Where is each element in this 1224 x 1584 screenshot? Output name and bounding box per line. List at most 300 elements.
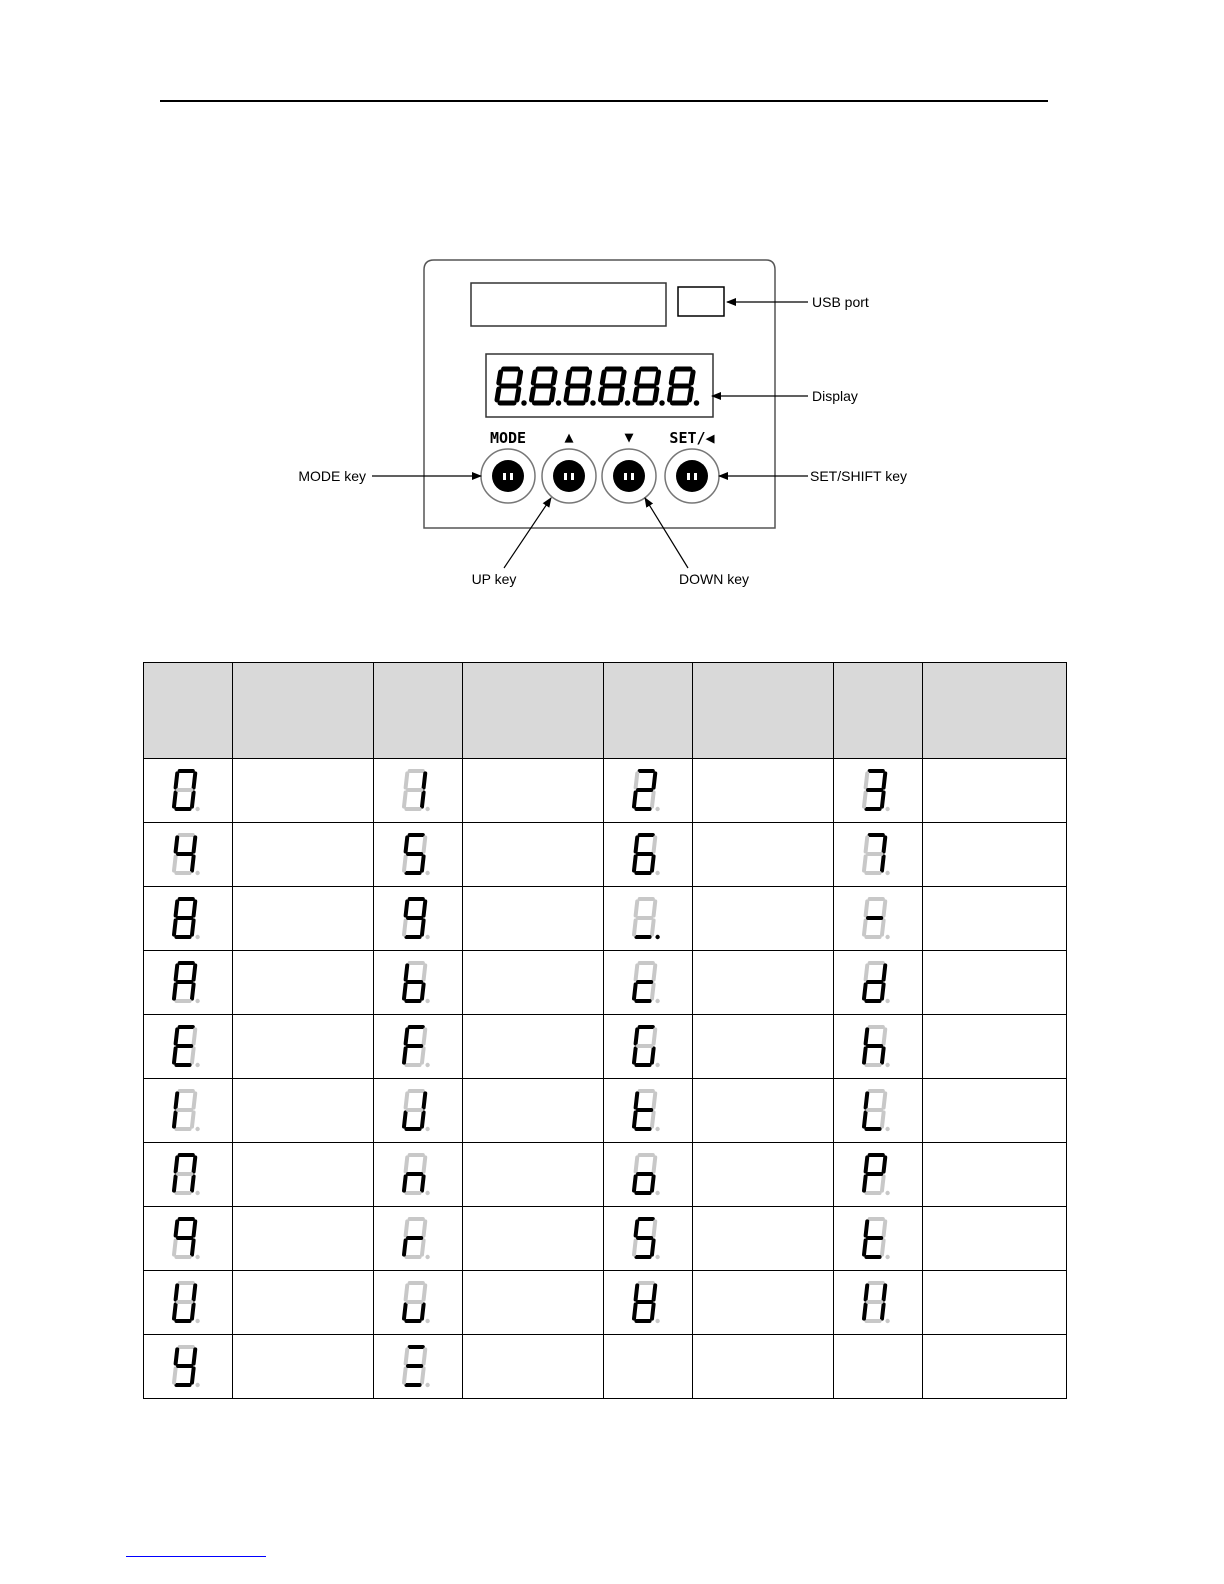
segment-f (866, 1029, 868, 1043)
seven-segment-glyph (396, 765, 440, 817)
keypad-panel-diagram (0, 0, 1224, 640)
segment-e (174, 1176, 176, 1190)
glyph-cell (834, 1335, 923, 1399)
segment-f (671, 372, 673, 383)
glyph-cell (834, 1271, 923, 1335)
segment-b (194, 1221, 196, 1235)
segment-glyph (834, 957, 922, 1009)
description-cell (923, 1079, 1067, 1143)
glyph-cell (144, 951, 233, 1015)
segment-b (654, 965, 656, 979)
description-cell (463, 951, 604, 1015)
description-cell (463, 759, 604, 823)
segment-b (654, 1157, 656, 1171)
segment-b (884, 1221, 886, 1235)
segment-b (194, 773, 196, 787)
mode-key[interactable] (481, 449, 535, 503)
glyph-cell (374, 1207, 463, 1271)
segment-f (533, 372, 535, 383)
segment-dp (425, 806, 429, 810)
seven-segment-glyph (626, 1277, 670, 1329)
segment-c (586, 389, 588, 400)
segment-b (622, 372, 624, 383)
segment-c (621, 389, 623, 400)
description-cell (923, 1015, 1067, 1079)
segment-glyph (144, 1149, 232, 1201)
segment-b (424, 773, 426, 787)
segment-e (404, 984, 406, 998)
description-cell (463, 1015, 604, 1079)
segment-b (654, 901, 656, 915)
segment-e (864, 1304, 866, 1318)
segment-e (174, 1048, 176, 1062)
glyph-cell (604, 1143, 693, 1207)
segment-dp (655, 998, 659, 1002)
seven-segment-glyph (396, 893, 440, 945)
glyph-cell (604, 1271, 693, 1335)
segment-dp (195, 1254, 199, 1258)
seven-segment-glyph (856, 893, 900, 945)
segment-dp (590, 400, 596, 406)
description-cell (233, 1335, 374, 1399)
segment-dp (195, 806, 199, 810)
seven-segment-glyph (626, 957, 670, 1009)
description-cell (233, 1143, 374, 1207)
glyph-cell (604, 823, 693, 887)
segment-b (194, 1285, 196, 1299)
segment-dp (885, 1190, 889, 1194)
segment-b (884, 837, 886, 851)
table-row (144, 1207, 1067, 1271)
glyph-cell (834, 759, 923, 823)
segment-b (519, 372, 521, 383)
segment-b (884, 1029, 886, 1043)
segment-e (601, 389, 603, 400)
segment-e (174, 856, 176, 870)
segment-b (654, 1221, 656, 1235)
segment-e (532, 389, 534, 400)
segment-dp (425, 1062, 429, 1066)
segment-b (424, 837, 426, 851)
seven-segment-glyph (626, 1085, 670, 1137)
segment-glyph (144, 765, 232, 817)
segment-c (422, 856, 424, 870)
description-cell (233, 1271, 374, 1335)
segment-f (406, 1285, 408, 1299)
segment-b (194, 1093, 196, 1107)
description-cell (923, 951, 1067, 1015)
description-cell (233, 887, 374, 951)
seven-segment-glyph (396, 1021, 440, 1073)
segment-b (194, 1029, 196, 1043)
header-cell (463, 663, 604, 759)
glyph-cell (144, 887, 233, 951)
seven-segment-glyph (396, 1341, 440, 1393)
segment-c (655, 389, 657, 400)
segment-c (422, 792, 424, 806)
glyph-cell (604, 1335, 693, 1399)
segment-f (866, 1093, 868, 1107)
table-row (144, 1271, 1067, 1335)
table-row (144, 951, 1067, 1015)
segment-f (406, 837, 408, 851)
usb-port[interactable] (678, 287, 724, 316)
segment-c (882, 1176, 884, 1190)
segment-glyph (834, 765, 922, 817)
table-row (144, 1079, 1067, 1143)
set-shift-key-label: SET/◀ (669, 429, 715, 447)
segment-glyph (374, 957, 462, 1009)
segment-f (636, 1221, 638, 1235)
segment-f (636, 1029, 638, 1043)
segment-glyph (374, 1149, 462, 1201)
header-cell (604, 663, 693, 759)
segment-f (499, 372, 501, 383)
segment-b (424, 965, 426, 979)
segment-glyph (834, 829, 922, 881)
segment-c (422, 920, 424, 934)
description-cell (693, 1015, 834, 1079)
segment-c (192, 1112, 194, 1126)
segment-glyph (604, 765, 692, 817)
segment-c (882, 1112, 884, 1126)
set-shift-key[interactable] (665, 449, 719, 503)
segment-c (652, 984, 654, 998)
segment-c (192, 1304, 194, 1318)
segment-f (406, 901, 408, 915)
seven-segment-glyph (396, 829, 440, 881)
segment-dp (885, 1062, 889, 1066)
segment-e (634, 792, 636, 806)
seven-segment-glyph (166, 765, 210, 817)
segment-dp (885, 1254, 889, 1258)
seven-segment-glyph (166, 1021, 210, 1073)
segment-dp (885, 1318, 889, 1322)
segment-e (404, 1304, 406, 1318)
description-cell (693, 1335, 834, 1399)
segment-e (404, 856, 406, 870)
segment-e (174, 920, 176, 934)
segment-c (652, 1048, 654, 1062)
segment-f (602, 372, 604, 383)
glyph-cell (144, 759, 233, 823)
glyph-cell (834, 823, 923, 887)
segment-c (422, 1240, 424, 1254)
segment-dp (195, 998, 199, 1002)
seven-segment-glyph (166, 1277, 210, 1329)
glyph-cell (604, 1207, 693, 1271)
segment-dp (425, 1318, 429, 1322)
glyph-cell (374, 1271, 463, 1335)
segment-glyph (144, 957, 232, 1009)
glyph-cell (374, 823, 463, 887)
segment-f (406, 1029, 408, 1043)
segment-b (194, 1349, 196, 1363)
segment-dp (655, 1190, 659, 1194)
glyph-cell (144, 823, 233, 887)
table-header-row (144, 663, 1067, 759)
segment-c (422, 1176, 424, 1190)
description-cell (693, 1079, 834, 1143)
seven-segment-glyph (166, 1085, 210, 1137)
description-cell (463, 887, 604, 951)
segment-glyph (604, 1021, 692, 1073)
segment-b (424, 1285, 426, 1299)
segment-dp (556, 400, 562, 406)
segment-glyph (144, 1021, 232, 1073)
segment-e (864, 856, 866, 870)
segment-c (192, 1240, 194, 1254)
segment-e (864, 792, 866, 806)
seven-segment-glyph (396, 1213, 440, 1265)
segment-e (635, 389, 637, 400)
segment-dp (885, 806, 889, 810)
description-cell (923, 1271, 1067, 1335)
segment-b (654, 837, 656, 851)
segment-f (866, 1285, 868, 1299)
segment-f (176, 1221, 178, 1235)
segment-dp (885, 934, 889, 938)
segment-glyph (604, 1277, 692, 1329)
glyph-cell (374, 1143, 463, 1207)
segment-e (404, 1368, 406, 1382)
segment-e (670, 389, 672, 400)
segment-f (636, 1157, 638, 1171)
segment-b (654, 1285, 656, 1299)
up-key[interactable] (542, 449, 596, 503)
description-cell (693, 759, 834, 823)
segment-c (552, 389, 554, 400)
description-cell (923, 823, 1067, 887)
segment-c (192, 1176, 194, 1190)
description-cell (923, 759, 1067, 823)
segment-glyph (604, 829, 692, 881)
segment-dp (195, 870, 199, 874)
segment-b (194, 965, 196, 979)
glyph-cell (374, 887, 463, 951)
segment-dp (655, 1062, 659, 1066)
segment-f (176, 965, 178, 979)
description-cell (923, 1335, 1067, 1399)
table-row (144, 759, 1067, 823)
segment-glyph (374, 893, 462, 945)
segment-b (424, 1221, 426, 1235)
segment-dp (425, 1190, 429, 1194)
header-cell (834, 663, 923, 759)
segment-dp (655, 806, 659, 810)
segment-dp (195, 1382, 199, 1386)
segment-dp (885, 998, 889, 1002)
segment-glyph (834, 1149, 922, 1201)
segment-c (517, 389, 519, 400)
description-cell (233, 951, 374, 1015)
segment-dp (425, 1126, 429, 1130)
table-row (144, 1015, 1067, 1079)
segment-glyph (374, 1021, 462, 1073)
description-cell (463, 1207, 604, 1271)
segment-f (406, 1221, 408, 1235)
segment-f (866, 837, 868, 851)
description-cell (233, 823, 374, 887)
segment-c (882, 1304, 884, 1318)
glyph-cell (374, 1015, 463, 1079)
glyph-cell (144, 1335, 233, 1399)
glyph-cell (604, 887, 693, 951)
glyph-cell (834, 1015, 923, 1079)
segment-dp (425, 1254, 429, 1258)
segment-b (654, 773, 656, 787)
segment-f (568, 372, 570, 383)
segment-dp (195, 1126, 199, 1130)
glyph-cell (374, 759, 463, 823)
segment-glyph (604, 1085, 692, 1137)
seven-segment-glyph (396, 957, 440, 1009)
segment-f (636, 1093, 638, 1107)
table-row (144, 1335, 1067, 1399)
segment-c (422, 1048, 424, 1062)
segment-dp (425, 998, 429, 1002)
seven-segment-glyph (856, 1213, 900, 1265)
set-shift-key-callout: SET/SHIFT key (810, 468, 907, 484)
segment-e (174, 792, 176, 806)
segment-b (884, 1285, 886, 1299)
seven-segment-glyph (856, 1277, 900, 1329)
display-callout: Display (812, 388, 858, 404)
description-cell (693, 1207, 834, 1271)
glyph-cell (834, 1143, 923, 1207)
seven-segment-glyph (626, 1213, 670, 1265)
seven-segment-glyph (396, 1149, 440, 1201)
segment-e (864, 1048, 866, 1062)
segment-glyph (604, 957, 692, 1009)
segment-f (176, 1285, 178, 1299)
glyph-cell (144, 1015, 233, 1079)
segment-dp (885, 870, 889, 874)
segment-e (566, 389, 568, 400)
segment-e (634, 1304, 636, 1318)
segment-e (404, 1240, 406, 1254)
segment-e (404, 1048, 406, 1062)
segment-glyph (374, 829, 462, 881)
segment-dp (694, 400, 700, 406)
seven-segment-glyph (856, 829, 900, 881)
segment-e (174, 1304, 176, 1318)
segment-f (866, 901, 868, 915)
footer-link-rule (126, 1556, 266, 1557)
segment-b (424, 1349, 426, 1363)
segment-c (422, 1368, 424, 1382)
segment-b (654, 1029, 656, 1043)
description-cell (233, 1015, 374, 1079)
segment-b (884, 1093, 886, 1107)
description-cell (693, 1143, 834, 1207)
segment-f (866, 1221, 868, 1235)
segment-f (176, 1029, 178, 1043)
segment-b (657, 372, 659, 383)
segment-c (882, 1240, 884, 1254)
segment-e (174, 1112, 176, 1126)
segment-b (424, 901, 426, 915)
segment-e (174, 1240, 176, 1254)
segment-f (176, 1349, 178, 1363)
segment-e (634, 1112, 636, 1126)
glyph-cell (144, 1271, 233, 1335)
down-key-callout: DOWN key (679, 571, 749, 587)
segment-f (866, 773, 868, 787)
glyph-cell (144, 1079, 233, 1143)
segment-f (636, 773, 638, 787)
segment-f (406, 965, 408, 979)
segment-c (652, 920, 654, 934)
segment-glyph (374, 1341, 462, 1393)
segment-glyph (374, 1085, 462, 1137)
segment-dp (195, 1190, 199, 1194)
segment-glyph (604, 893, 692, 945)
segment-glyph (374, 1213, 462, 1265)
segment-e (864, 920, 866, 934)
segment-c (652, 1176, 654, 1190)
glyph-cell (604, 951, 693, 1015)
seven-segment-glyph (166, 1213, 210, 1265)
segment-glyph (144, 893, 232, 945)
segment-glyph (834, 893, 922, 945)
segment-e (634, 1176, 636, 1190)
segment-c (422, 1304, 424, 1318)
segment-dp (655, 1126, 659, 1130)
description-cell (463, 1079, 604, 1143)
down-key[interactable] (602, 449, 656, 503)
segment-c (882, 856, 884, 870)
segment-f (406, 1349, 408, 1363)
segment-dp (195, 1062, 199, 1066)
segment-c (192, 1368, 194, 1382)
seven-segment-glyph (626, 1149, 670, 1201)
segment-glyph (144, 1277, 232, 1329)
segment-e (174, 1368, 176, 1382)
segment-f (866, 965, 868, 979)
glyph-cell (834, 951, 923, 1015)
glyph-cell (144, 1143, 233, 1207)
seven-segment-glyph (856, 1149, 900, 1201)
seven-segment-glyph (166, 893, 210, 945)
segment-f (866, 1157, 868, 1171)
segment-e (404, 920, 406, 934)
header-cell (693, 663, 834, 759)
segment-glyph (834, 1213, 922, 1265)
description-cell (923, 1207, 1067, 1271)
segment-e (404, 1112, 406, 1126)
glyph-cell (144, 1207, 233, 1271)
segment-b (194, 837, 196, 851)
segment-b (424, 1157, 426, 1171)
segment-f (406, 1093, 408, 1107)
seven-segment-glyph (856, 765, 900, 817)
segment-f (406, 1157, 408, 1171)
seven-segment-glyph (856, 957, 900, 1009)
segment-b (588, 372, 590, 383)
segment-c (422, 1112, 424, 1126)
label-slot (471, 283, 666, 326)
segment-b (884, 965, 886, 979)
segment-f (176, 901, 178, 915)
seven-segment-glyph (166, 1341, 210, 1393)
glyph-cell (374, 951, 463, 1015)
segment-e (634, 920, 636, 934)
segment-f (636, 901, 638, 915)
segment-dp (425, 1382, 429, 1386)
segment-e (864, 984, 866, 998)
segment-b (691, 372, 693, 383)
